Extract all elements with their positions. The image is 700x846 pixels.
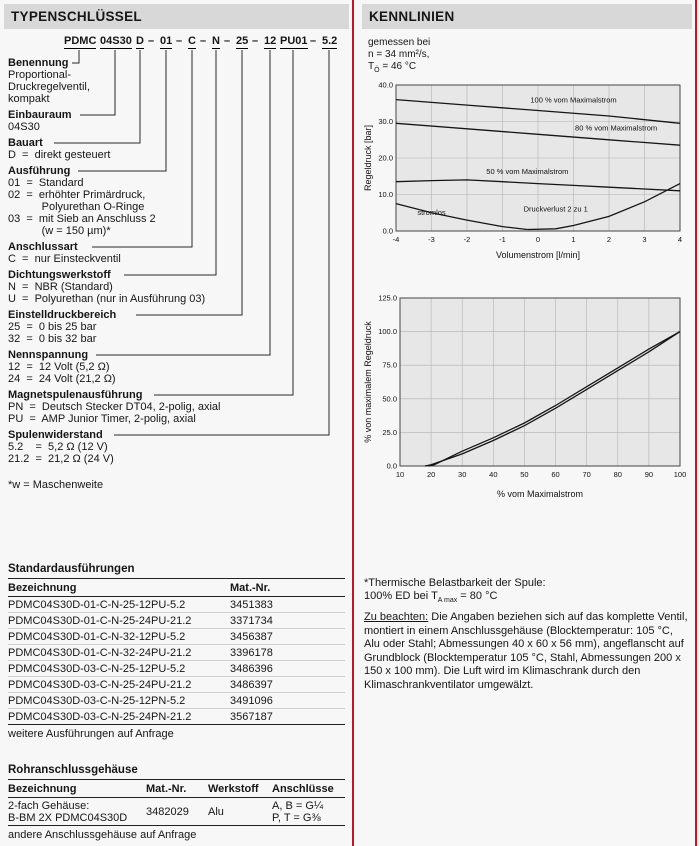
svg-text:Regeldruck [bar]: Regeldruck [bar] <box>363 124 373 192</box>
type-key-label: Dichtungswerkstoff <box>8 269 114 281</box>
code-sep: – <box>252 35 259 47</box>
chart-regeldruck-volumenstrom <box>362 77 692 268</box>
measurement-conditions-line2: n = 34 mm²/s, <box>368 49 430 60</box>
type-key-text: PU = AMP Junior Timer, 2-polig, axial <box>8 413 199 425</box>
part-designation: PDMC04S30D-01-C-N-25-12PU-5.2 <box>8 597 230 613</box>
code-sep: – <box>310 35 317 47</box>
column-header-werkstoff: Werkstoff <box>208 780 272 798</box>
svg-text:70: 70 <box>582 470 591 479</box>
svg-text:50: 50 <box>520 470 529 479</box>
type-key-label: Spulenwiderstand <box>8 429 106 441</box>
attention-note <box>364 611 690 692</box>
code-seg-12: 12 <box>264 35 277 47</box>
svg-text:100.0: 100.0 <box>378 327 397 337</box>
type-key-text: (w = 150 µm)* <box>8 225 114 237</box>
svg-text:100: 100 <box>673 470 687 479</box>
svg-text:-3: -3 <box>428 235 435 244</box>
thermal-load-line1: *Thermische Belastbarkeit der Spule: <box>364 577 546 589</box>
column-header-matnr: Mat.-Nr. <box>230 579 345 597</box>
right-edge-rule <box>695 0 697 846</box>
material-number: 3371734 <box>230 613 345 629</box>
measurement-conditions-line3: $T_Ö = 46$ °C <box>368 61 417 74</box>
pipe-housing-title: Rohranschlussgehäuse <box>8 764 345 780</box>
kennlinien-header: KENNLINIEN <box>362 4 692 29</box>
attention-note-text: Die Angaben beziehen sich auf das komplette Ventil, montiert in einem Anschlussgehäuse (Blocktemperatur: 105 °C, Alu oder Stahl; Abmessungen 40 x 60 x 56 mm), angeflanscht auf Grundblock (Blocktemperatur 105 °C, Stahl, Abmessungen 200 x 150 x 100 mm). Die Luft wird im Klimaschrank durch den Klimaschrankventilator umgewälzt. <box>364 611 688 691</box>
part-designation: PDMC04S30D-01-C-N-32-24PU-21.2 <box>8 645 230 661</box>
svg-text:50.0: 50.0 <box>382 394 397 404</box>
column-header-matnr: Mat.-Nr. <box>146 780 208 798</box>
type-key-label: Magnetspulenausführung <box>8 389 145 401</box>
svg-text:Volumenstrom [l/min]: Volumenstrom [l/min] <box>495 250 581 260</box>
characteristics-column <box>362 4 692 692</box>
standard-versions-title: Standardausführungen <box>8 563 345 579</box>
code-seg-c: C <box>188 35 196 47</box>
material-number: 3456387 <box>230 629 345 645</box>
standard-versions-section <box>8 563 345 740</box>
code-seg-01: 01 <box>160 35 173 47</box>
table-row <box>8 645 345 661</box>
svg-text:-1: -1 <box>499 235 506 244</box>
svg-text:0.0: 0.0 <box>382 226 393 236</box>
code-seg-04s30: 04S30 <box>100 35 132 47</box>
type-key-text: 02 = erhöhter Primärdruck, <box>8 189 148 201</box>
type-key-column <box>4 4 349 841</box>
type-key-text: C = nur Einsteckventil <box>8 253 124 265</box>
type-key-label: Anschlussart <box>8 241 81 253</box>
table-row <box>8 613 345 629</box>
type-key-groups <box>8 57 345 465</box>
code-sep: – <box>224 35 231 47</box>
type-key-group-spulenwiderstand <box>8 429 345 465</box>
standard-versions-table <box>8 579 345 725</box>
type-key-group-benennung <box>8 57 345 105</box>
svg-text:80 % vom Maximalstrom: 80 % vom Maximalstrom <box>575 123 658 133</box>
code-sep: – <box>200 35 207 47</box>
housing-designation <box>8 798 146 826</box>
svg-text:10.0: 10.0 <box>378 190 393 199</box>
svg-text:100 % vom Maximalstrom: 100 % vom Maximalstrom <box>530 95 617 105</box>
column-divider-rule <box>352 0 354 846</box>
code-seg-pdmc: PDMC <box>64 35 97 47</box>
svg-text:40: 40 <box>489 470 498 479</box>
type-key-text: U = Polyurethan (nur in Ausführung 03) <box>8 293 208 305</box>
type-key-label: Benennung <box>8 57 72 69</box>
type-key-text: PN = Deutsch Stecker DT04, 2-polig, axial <box>8 401 223 413</box>
pipe-housing-section <box>8 764 345 841</box>
svg-text:20.0: 20.0 <box>378 153 393 163</box>
svg-text:0.0: 0.0 <box>386 461 397 471</box>
part-designation: PDMC04S30D-01-C-N-25-24PU-21.2 <box>8 613 230 629</box>
table-row <box>8 798 345 826</box>
part-designation: PDMC04S30D-03-C-N-25-24PU-21.2 <box>8 677 230 693</box>
housing-connections <box>272 798 345 826</box>
type-key-group-anschlussart <box>8 241 345 265</box>
type-key-label: Ausführung <box>8 165 73 177</box>
table-row <box>8 693 345 709</box>
code-seg-n: N <box>212 35 220 47</box>
chart-regeldruck-hysterese <box>362 290 692 507</box>
typenschluessel-header: TYPENSCHLÜSSEL <box>4 4 349 29</box>
code-sep: – <box>148 35 155 47</box>
material-number: 3491096 <box>230 693 345 709</box>
thermal-load-line2: 100% ED bei $T_{A max} = 80$ °C <box>364 590 498 605</box>
type-key-group-einstelldruckbereich <box>8 309 345 345</box>
type-key-text: 01 = Standard <box>8 177 87 189</box>
svg-text:60: 60 <box>551 470 560 479</box>
svg-text:10: 10 <box>395 470 405 479</box>
code-seg-25: 25 <box>236 35 249 47</box>
type-key-group-dichtungswerkstoff <box>8 269 345 305</box>
svg-text:20: 20 <box>426 470 436 479</box>
svg-text:-4: -4 <box>392 235 400 244</box>
measurement-conditions <box>368 37 686 73</box>
type-key-text: 32 = 0 bis 32 bar <box>8 333 99 345</box>
svg-text:80: 80 <box>613 470 622 479</box>
part-designation: PDMC04S30D-03-C-N-25-24PN-21.2 <box>8 709 230 725</box>
type-key-label: Nennspannung <box>8 349 91 361</box>
type-key-text: Polyurethan O-Ringe <box>8 201 147 213</box>
material-number: 3482029 <box>146 798 208 826</box>
type-key-text: Druckregelventil, <box>8 81 93 93</box>
svg-text:25.0: 25.0 <box>382 427 397 437</box>
column-header-bezeichnung: Bezeichnung <box>8 780 146 798</box>
svg-text:% von maximalem Regeldruck: % von maximalem Regeldruck <box>363 321 373 443</box>
type-key-text: 03 = mit Sieb an Anschluss 2 <box>8 213 159 225</box>
code-seg-pu01: PU01 <box>280 35 308 47</box>
type-key-text: 5.2 = 5,2 Ω (12 V) <box>8 441 111 453</box>
svg-text:30.0: 30.0 <box>378 117 393 126</box>
column-header-anschluesse: Anschlüsse <box>272 780 345 798</box>
type-key-text: 12 = 12 Volt (5,2 Ω) <box>8 361 112 373</box>
svg-text:stromlos: stromlos <box>417 207 446 217</box>
type-key-group-magnetspulenausfuehrung <box>8 389 345 425</box>
code-sep: – <box>176 35 183 47</box>
svg-text:3: 3 <box>642 235 647 244</box>
housing-designation-line1: 2-fach Gehäuse: <box>8 799 90 812</box>
connection-line1: A, B = G¼ <box>272 799 324 812</box>
type-key-group-bauart <box>8 137 345 161</box>
svg-text:0: 0 <box>535 235 541 244</box>
attention-note-emphasis: Zu beachten: <box>364 611 429 623</box>
svg-text:30: 30 <box>458 470 467 479</box>
type-key-label: Bauart <box>8 137 46 149</box>
svg-text:% vom Maximalstrom: % vom Maximalstrom <box>496 489 584 499</box>
type-key-group-nennspannung <box>8 349 345 385</box>
svg-text:4: 4 <box>677 235 683 244</box>
code-seg-52: 5.2 <box>322 35 338 47</box>
standard-versions-note: weitere Ausführungen auf Anfrage <box>8 728 174 740</box>
material-number: 3486397 <box>230 677 345 693</box>
type-key-group-einbauraum <box>8 109 345 133</box>
part-designation: PDMC04S30D-03-C-N-25-12PN-5.2 <box>8 693 230 709</box>
pipe-housing-table <box>8 780 345 826</box>
table-row <box>8 661 345 677</box>
housing-designation-line2: B-BM 2X PDMC04S30D <box>8 811 128 824</box>
housing-material: Alu <box>208 798 272 826</box>
table-row <box>8 677 345 693</box>
material-number: 3486396 <box>230 661 345 677</box>
svg-text:125.0: 125.0 <box>378 293 397 303</box>
type-key-text: kompakt <box>8 93 53 105</box>
type-key-group-ausfuehrung <box>8 165 345 237</box>
type-key-text: 25 = 0 bis 25 bar <box>8 321 99 333</box>
svg-text:-2: -2 <box>463 235 471 244</box>
svg-text:40.0: 40.0 <box>378 80 393 90</box>
material-number: 3451383 <box>230 597 345 613</box>
svg-text:50 % vom Maximalstrom: 50 % vom Maximalstrom <box>486 167 569 177</box>
thermal-load-note <box>364 577 690 603</box>
svg-text:2: 2 <box>606 235 612 244</box>
table-row <box>8 709 345 725</box>
code-seg-d: D <box>136 35 144 47</box>
material-number: 3396178 <box>230 645 345 661</box>
type-key-text: 04S30 <box>8 121 43 133</box>
type-key-text: 21.2 = 21,2 Ω (24 V) <box>8 453 117 465</box>
svg-text:75.0: 75.0 <box>382 360 397 370</box>
connection-line2: P, T = G⅜ <box>272 811 321 824</box>
svg-text:1: 1 <box>571 235 576 244</box>
table-row <box>8 597 345 613</box>
table-row <box>8 629 345 645</box>
type-key-label: Einstelldruckbereich <box>8 309 119 321</box>
type-key-label: Einbauraum <box>8 109 75 121</box>
svg-text:90: 90 <box>644 470 654 479</box>
type-key-text: Proportional- <box>8 69 74 81</box>
column-header-bezeichnung: Bezeichnung <box>8 579 230 597</box>
svg-text:Druckverlust 2 zu 1: Druckverlust 2 zu 1 <box>523 204 588 214</box>
part-designation: PDMC04S30D-03-C-N-25-12PU-5.2 <box>8 661 230 677</box>
type-key-text: D = direkt gesteuert <box>8 149 113 161</box>
type-key-text: N = NBR (Standard) <box>8 281 116 293</box>
pipe-housing-note: andere Anschlussgehäuse auf Anfrage <box>8 829 197 841</box>
material-number: 3567187 <box>230 709 345 725</box>
measurement-conditions-line1: gemessen bei <box>368 37 431 48</box>
type-key-text: 24 = 24 Volt (21,2 Ω) <box>8 373 119 385</box>
type-code <box>8 35 345 51</box>
mesh-footnote: *w = Maschenweite <box>8 479 104 491</box>
type-key-diagram <box>8 35 345 505</box>
part-designation: PDMC04S30D-01-C-N-32-12PU-5.2 <box>8 629 230 645</box>
